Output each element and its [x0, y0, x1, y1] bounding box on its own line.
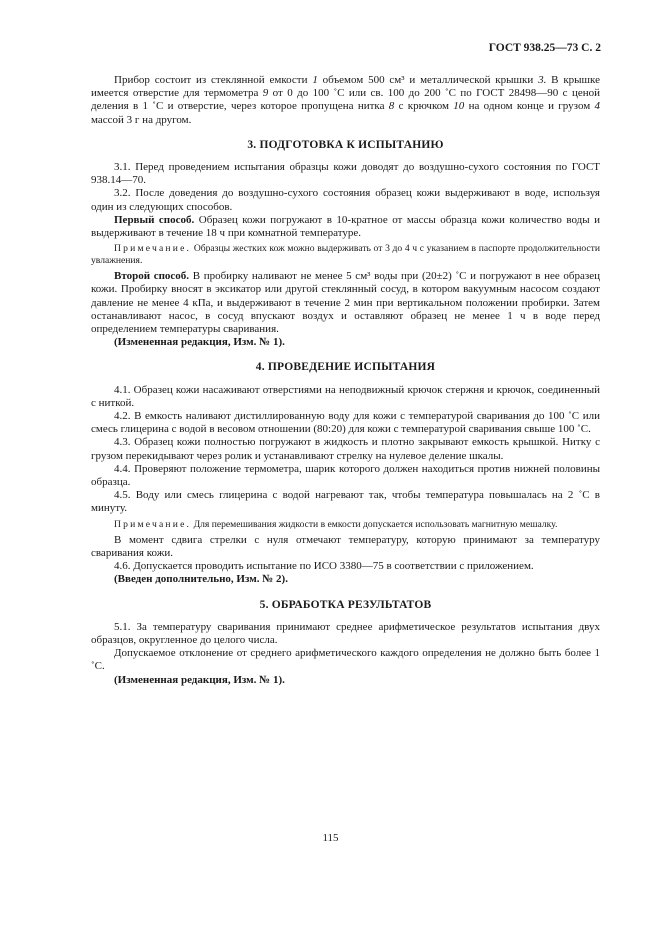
edit-note-4: (Введен дополнительно, Изм. № 2). — [114, 573, 288, 586]
paragraph-5-1: 5.1. За температуру сваривания принимают среднее арифметическое результатов испытания двух образцов, округленное до целого числа. — [91, 620, 600, 646]
note-label: Примечание. — [114, 518, 192, 530]
paragraph-4-1: 4.1. Образец кожи насаживают отверстиями на неподвижный крючок стержня и крючок, соединенный с ниткой. — [91, 383, 600, 409]
paragraph-4-6: 4.6. Допускается проводить испытание по ИСО 3380—75 в соответствии с приложением. — [114, 560, 534, 573]
method-1-label: Первый способ. — [114, 213, 195, 226]
intro-paragraph: Прибор состоит из стеклянной емкости 1 объемом 500 см³ и металлической крышки 3. В крышке имеется отверстие для термометра 9 от 0 до 100 ˚С или св. 100 до 200 ˚С по ГОСТ 28498—90 с ценой деления в 1 ˚С и отверстие, через которое пропущена нитка 8 с крючком 10 на одном конце и грузом 4 массой 3 г на другом. — [91, 74, 600, 126]
paragraph-4-2: 4.2. В емкость наливают дистиллированную воду для кожи с температурой сваривания до 100 ˚С или смесь глицерина с водой в весовом отношении (80:20) для кожи с температурой сваривания свыше 100 ˚С. — [91, 410, 600, 436]
method-2-paragraph: Второй способ. В пробирку наливают не менее 5 см³ воды при (20±2) ˚С и погружают в нее образец кожи. Пробирку вносят в эксикатор или другой стеклянный сосуд, в котором вакуумным насосом создают давление не менее 4 кПа, и выдерживают в течение 2 мин при вертикальном положении пробирки. Затем останавливают насос, в сосуд впускают воздух и оставляют образец не менее 1 ч в воде перед определением температуры сваривания. — [91, 270, 601, 336]
note-4: Примечание. Для перемешивания жидкости в емкости допускается использовать магнитную мешалку. — [114, 518, 558, 530]
paragraph-3-2: 3.2. После доведения до воздушно-сухого состояния образец кожи выдерживают в воде, используя один из следующих способов. — [91, 187, 600, 213]
method-1-paragraph: Первый способ. Образец кожи погружают в 10-кратное от массы образца кожи количество воды и выдерживают в течение 18 ч при комнатной температуре. — [91, 213, 600, 240]
page-number: 115 — [322, 832, 339, 844]
section-4-title: 4. ПРОВЕДЕНИЕ ИСПЫТАНИЯ — [255, 361, 436, 374]
section-5-title: 5. ОБРАБОТКА РЕЗУЛЬТАТОВ — [259, 598, 432, 611]
note-3: Примечание. Образцы жестких кож можно выдерживать от 3 до 4 ч с указанием в паспорте продолжительности увлажнения. — [91, 243, 600, 267]
paragraph-4-5: 4.5. Воду или смесь глицерина с водой нагревают так, чтобы температура повышалась на 2 ˚С в минуту. — [91, 489, 600, 515]
section-3-title: 3. ПОДГОТОВКА К ИСПЫТАНИЮ — [247, 138, 444, 151]
paragraph-3-1: 3.1. Перед проведением испытания образцы кожи доводят до воздушно-сухого состояния по ГОСТ 938.14—70. — [91, 161, 600, 187]
paragraph-moment: В момент сдвига стрелки с нуля отмечают температуру, которую принимают за температуру сваривания кожи. — [91, 533, 600, 559]
paragraph-4-4: 4.4. Проверяют положение термометра, шарик которого должен находиться против нижней половины образца. — [91, 462, 600, 489]
paragraph-4-3: 4.3. Образец кожи полностью погружают в жидкость и плотно закрывают емкость крышкой. Нитку с грузом перекидывают через ролик и устанавливают стрелку на нулевое деление шкалы. — [91, 436, 600, 462]
method-2-label: Второй способ. — [114, 270, 190, 283]
paragraph-5-2: Допускаемое отклонение от среднего арифметического каждого определения не должно быть более 1 ˚С. — [91, 647, 600, 673]
page-header: ГОСТ 938.25—73 С. 2 — [488, 42, 601, 54]
note-label: Примечание. — [114, 243, 192, 255]
page-content — [91, 74, 600, 687]
edit-note-5: (Измененная редакция, Изм. № 1). — [114, 673, 285, 686]
edit-note-3: (Измененная редакция, Изм. № 1). — [114, 336, 285, 349]
